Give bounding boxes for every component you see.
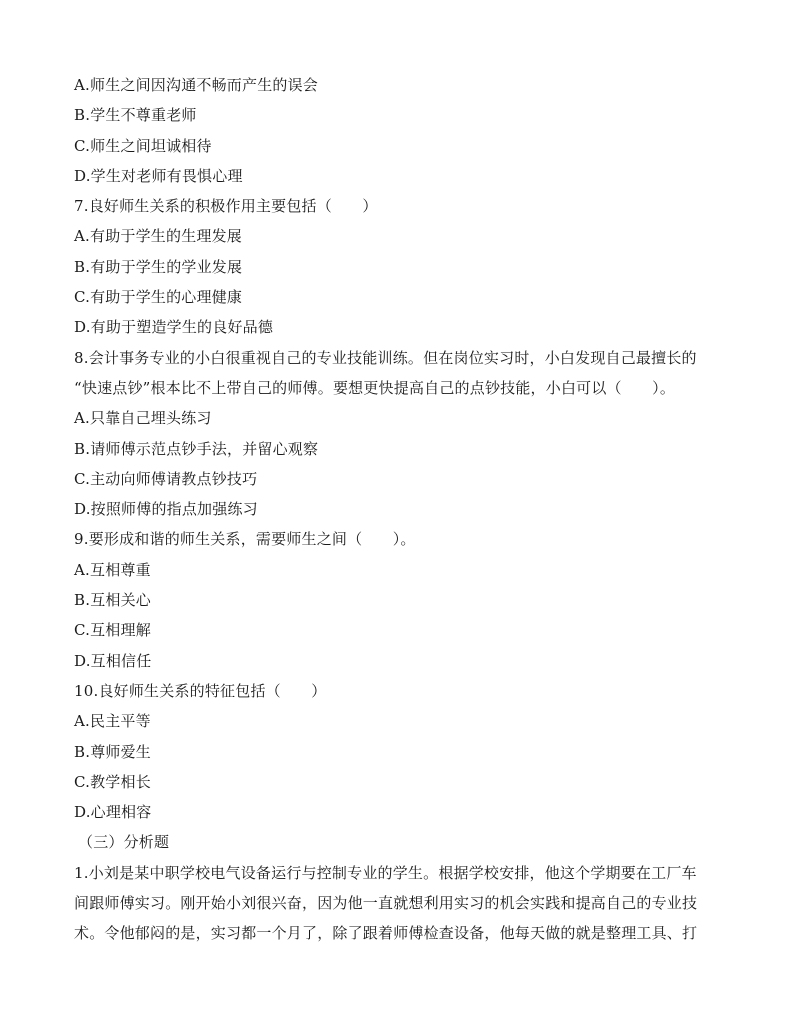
q10-option-a: A.民主平等 <box>74 712 151 731</box>
q7-option-c: C.有助于学生的心理健康 <box>74 288 243 307</box>
q9-stem: 9.要形成和谐的师生关系，需要师生之间（ ）。 <box>74 530 416 549</box>
q8-stem-line-2: “快速点钞”根本比不上带自己的师傅。要想更快提高自己的点钞技能，小白可以（ ）。 <box>74 378 676 397</box>
q10-option-b: B.尊师爱生 <box>74 742 151 761</box>
analysis-p1-line-3: 术。令他郁闷的是，实习都一个月了，除了跟着师傅检查设备，他每天做的就是整理工具、打 <box>74 924 698 943</box>
q8-option-b: B.请师傅示范点钞手法，并留心观察 <box>74 439 319 458</box>
q6-option-d: D.学生对老师有畏惧心理 <box>74 166 243 185</box>
q8-option-d: D.按照师傅的指点加强练习 <box>74 500 258 519</box>
section-heading: （三）分析题 <box>78 833 170 852</box>
question-7 <box>74 191 724 342</box>
q6-option-a: A.师生之间因沟通不畅而产生的误会 <box>74 76 319 94</box>
q7-option-a: A.有助于学生的生理发展 <box>74 227 243 246</box>
q9-option-c: C.互相理解 <box>74 621 151 640</box>
q7-stem: 7.良好师生关系的积极作用主要包括（ ） <box>74 197 378 216</box>
q9-option-d: D.互相信任 <box>74 651 152 670</box>
question-10 <box>74 676 724 827</box>
q10-stem: 10.良好师生关系的特征包括（ ） <box>74 681 327 700</box>
q6-option-c: C.师生之间坦诚相待 <box>74 136 212 155</box>
question-8 <box>74 343 724 525</box>
analysis-p1-line-2: 间跟师傅实习。刚开始小刘很兴奋，因为他一直就想利用实习的机会实践和提高自己的专业技 <box>74 894 698 913</box>
document-page <box>74 70 724 949</box>
q7-option-b: B.有助于学生的学业发展 <box>74 257 243 276</box>
q8-option-a: A.只靠自己埋头练习 <box>74 409 212 428</box>
q8-stem-line-1: 8.会计事务专业的小白很重视自己的专业技能训练。但在岗位实习时，小白发现自己最擅长的 <box>74 348 697 367</box>
q10-option-c: C.教学相长 <box>74 772 151 791</box>
analysis-p1-line-1: 1.小刘是某中职学校电气设备运行与控制专业的学生。根据学校安排，他这个学期要在工厂车 <box>74 863 697 882</box>
q8-option-c: C.主动向师傅请教点钞技巧 <box>74 469 258 488</box>
question-9 <box>74 524 724 675</box>
q7-option-d: D.有助于塑造学生的良好品德 <box>74 318 274 337</box>
q10-option-d: D.心理相容 <box>74 803 152 822</box>
q9-option-b: B.互相关心 <box>74 591 151 610</box>
section-analysis <box>74 827 724 948</box>
q6-option-b: B.学生不尊重老师 <box>74 106 197 125</box>
question-6-options <box>74 70 724 191</box>
q9-option-a: A.互相尊重 <box>74 560 151 579</box>
